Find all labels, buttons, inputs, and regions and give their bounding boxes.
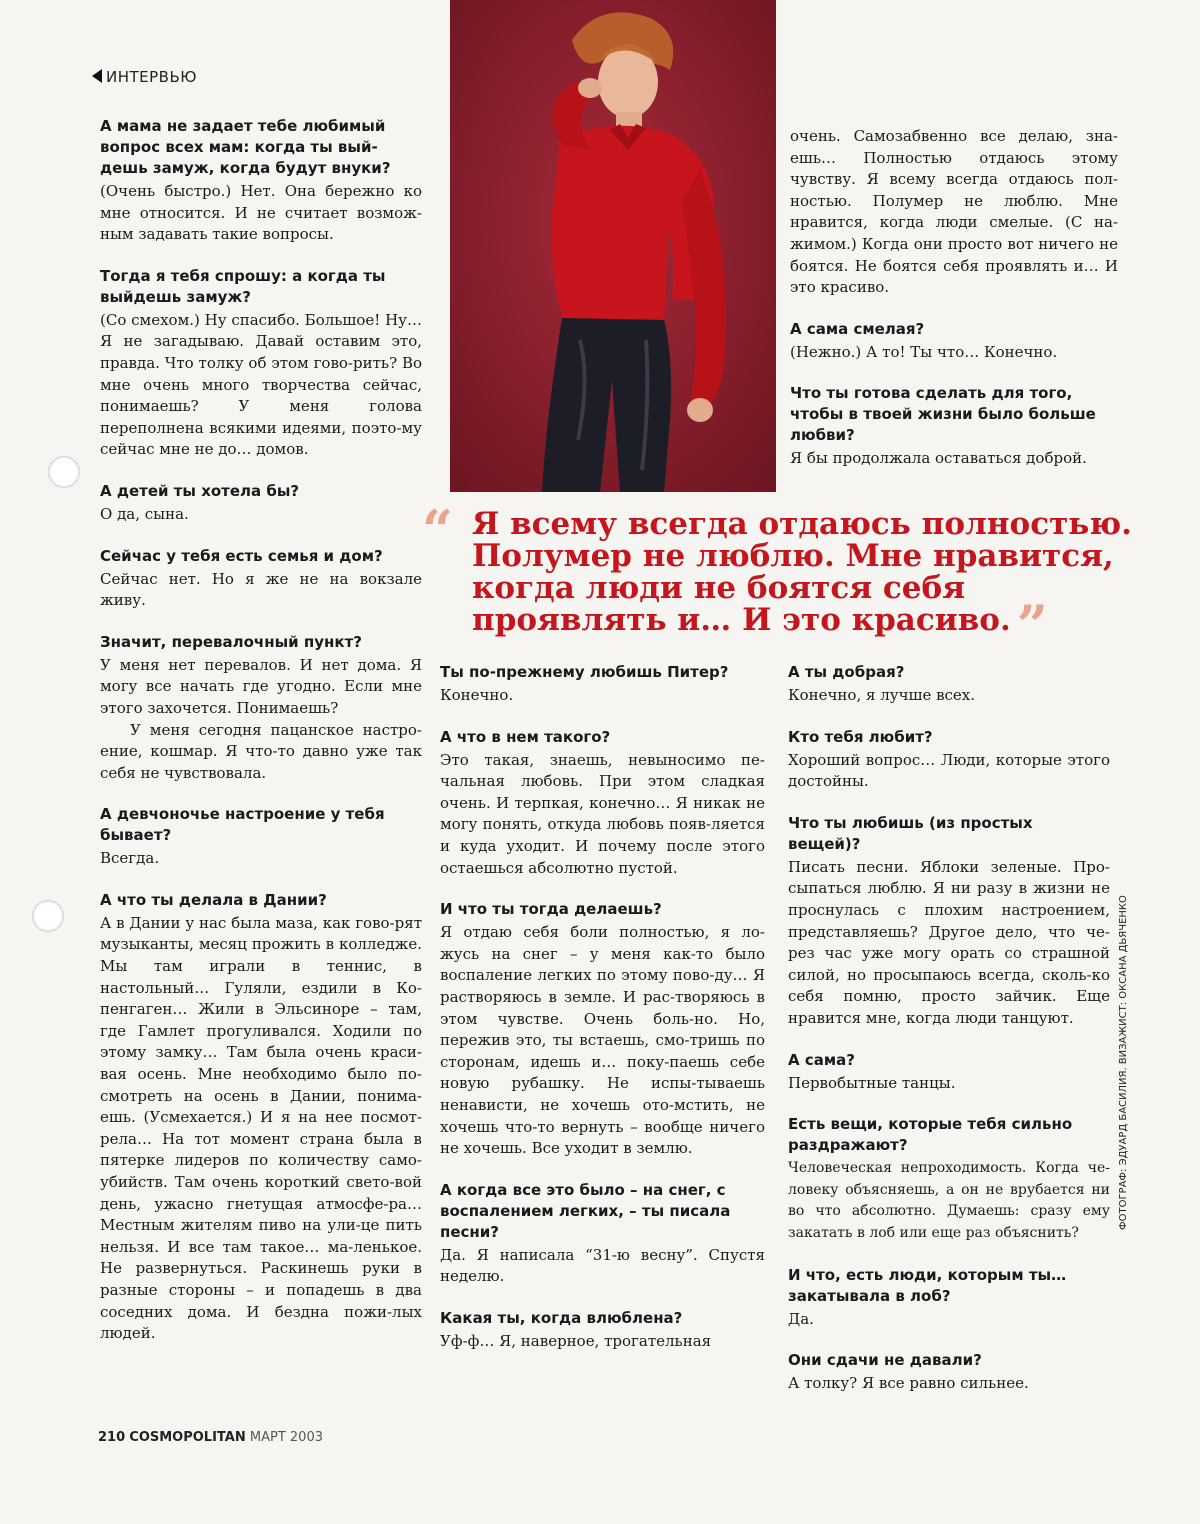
question: А девчоночье настроение у тебя бывает? <box>100 805 385 845</box>
question: А когда все это было – на снег, с воспалением легких, – ты писала песни? <box>440 1180 731 1241</box>
question: Тогда я тебя спрошу: а когда ты выйдешь замуж? <box>100 266 386 306</box>
answer: Всегда. <box>100 849 160 868</box>
question: А ты добрая? <box>788 663 905 681</box>
answer: А толку? Я все равно сильнее. <box>788 1374 1029 1393</box>
question: А сама? <box>788 1050 855 1069</box>
open-quote-mark: “ <box>422 498 454 562</box>
question: Что ты любишь (из простых вещей)? <box>788 813 1033 853</box>
answer: У меня нет перевалов. И нет дома. Я могу все начать где угодно. Если мне этого захочется. Понимаешь? <box>100 655 422 717</box>
question: И что ты тогда делаешь? <box>440 900 662 919</box>
portrait-photo <box>450 0 776 492</box>
page-number: 210 <box>98 1430 126 1445</box>
magazine-name: COSMOPOLITAN <box>129 1430 246 1445</box>
answer-continued: очень. Самозабвенно все делаю, зна-ешь… Полностью отдаюсь этому чувству. Я всему всегда отдаюсь пол-ностью. Полумер не люблю. Мне нравится, когда люди смелые. (С на-жимом.) Когда они просто вот ничего не боятся. Не боятся себя проявлять и… И это красиво. <box>790 127 1118 297</box>
question: Они сдачи не давали? <box>788 1351 982 1370</box>
pull-quote <box>422 498 1150 657</box>
question: А детей ты хотела бы? <box>100 481 300 500</box>
answer: Да. Я написала “31-ю весну”. Спустя неделю. <box>440 1245 765 1286</box>
question: Ты по-прежнему любишь Питер? <box>440 663 729 681</box>
answer: Человеческая непроходимость. Когда че-ловеку объясняешь, а он не врубается ни во что абсолютно. Думаешь: сразу ему закатать в лоб или еще раз объяснить? <box>788 1160 1110 1241</box>
section-label: ИНТЕРВЬЮ <box>92 68 197 86</box>
question: А что ты делала в Дании? <box>100 890 327 909</box>
answer: Писать песни. Яблоки зеленые. Про-сыпаться люблю. Я ни разу в жизни не проснулась с плохим настроением, представляешь? Другое дело, что че-рез час уже могу орать со страшной силой, но просыпаюсь всегда, сколь-ко себя помню, просто зайчик. Еще нравится мне, когда люди танцуют. <box>788 857 1110 1027</box>
page-footer <box>98 1430 323 1445</box>
answer: Конечно, я лучше всех. <box>788 686 976 704</box>
column-3 <box>788 662 1110 1415</box>
answer: (Нежно.) А то! Ты что… Конечно. <box>790 342 1058 361</box>
answer: Уф-ф… Я, наверное, трогательная <box>440 1331 712 1350</box>
close-quote-mark: ” <box>1016 593 1048 657</box>
answer-continued: У меня сегодня пацанское настро-ение, кошмар. Я что-то давно уже так себя не чувствовала. <box>100 720 422 782</box>
question: Что ты готова сделать для того, чтобы в твоей жизни было больше любви? <box>790 384 1096 445</box>
question: А что в нем такого? <box>440 727 611 746</box>
question: Есть вещи, которые тебя сильно раздражают? <box>788 1115 1073 1155</box>
binder-hole-bottom <box>32 900 64 932</box>
answer: Хороший вопрос… Люди, которые этого достойны. <box>788 750 1110 791</box>
answer: О да, сына. <box>100 504 189 523</box>
question: Значит, перевалочный пункт? <box>100 632 362 651</box>
answer: Да. <box>788 1309 814 1328</box>
answer: (Со смехом.) Ну спасибо. Большое! Ну… Я не загадываю. Давай оставим это, правда. Что толку об этом гово-рить? Во мне очень много творчества сейчас, понимаешь? У меня голова переполнена всякими идеями, поэто-му сейчас мне не до… домов. <box>100 310 422 459</box>
issue-date: МАРТ 2003 <box>249 1430 323 1445</box>
photo-credits: ФОТОГРАФ: ЭДУАРД БАСИЛИЯ. ВИЗАЖИСТ: ОКСАНА ДЬЯЧЕНКО <box>1118 895 1129 1230</box>
portrait-illustration <box>450 0 776 492</box>
answer: Я бы продолжала оставаться доброй. <box>790 449 1087 468</box>
answer: Это такая, знаешь, невыносимо пе-чальная любовь. При этом сладкая очень. И терпкая, конечно… Я никак не могу понять, откуда любовь появ-ляется и куда уходит. И почему после этого остаешься абсолютно пустой. <box>440 750 765 877</box>
question: Сейчас у тебя есть семья и дом? <box>100 546 383 565</box>
answer: Первобытные танцы. <box>788 1073 956 1092</box>
pull-quote-line: Полумер не люблю. Мне нравится, <box>472 538 1114 574</box>
answer: А в Дании у нас была маза, как гово-рят музыканты, месяц прожить в колледже. Мы там играли в теннис, в настольный… Гуляли, ездили в Ко-пенгаген… Жили в Эльсиноре – там, где Гамлет прогуливался. Ходили по этому замку… Там была очень краси-вая осень. Мне необходимо было по-смотреть на осень в Дании, понима-ешь. (Усмехается.) И я на нее посмот-рела… На тот момент страна была в пятерке лидеров по количеству само-убийств. Там очень короткий свето-вой день, ужасно гнетущая атмосфе-ра… Местным жителям пиво на ули-це пить нельзя. И все там такое… ма-ленькое. Не развернуться. Раскинешь руки в разные стороны – и попадешь в два соседних дома. И бездна пожи-лых людей. <box>100 913 422 1343</box>
pull-quote-line: проявлять и… И это красиво. ” <box>472 593 1048 657</box>
column-1 <box>100 116 422 1365</box>
column-2 <box>440 662 765 1372</box>
answer: Конечно. <box>440 686 514 704</box>
question: И что, есть люди, которым ты… закатывала в лоб? <box>788 1265 1067 1305</box>
question: Кто тебя любит? <box>788 727 933 746</box>
answer: (Очень быстро.) Нет. Она бережно ко мне относится. И не считает возмож-ным задавать такие вопросы. <box>100 182 422 244</box>
column-2-top <box>790 126 1118 490</box>
question: А мама не задает тебе любимый вопрос всех мам: когда ты вый-дешь замуж, когда будут внуки? <box>100 117 391 177</box>
section-arrow-icon <box>92 69 102 83</box>
binder-hole-top <box>48 456 80 488</box>
answer: Я отдаю себя боли полностью, я ло-жусь на снег – у меня как-то было воспаление легких по этому пово-ду… Я растворяюсь в земле. И рас-творяюсь в этом чувстве. Очень боль-но. Но, пережив это, ты встаешь, смо-тришь по сторонам, идешь и… поку-паешь себе новую рубашку. Не испы-тываешь ненависти, не хочешь ото-мстить, не хочешь что-то вернуть – вообще ничего не хочешь. Все уходит в землю. <box>440 923 765 1158</box>
answer: Сейчас нет. Но я же не на вокзале живу. <box>100 569 422 610</box>
pull-quote-line: когда люди не боятся себя <box>472 570 966 606</box>
question: А сама смелая? <box>790 319 925 338</box>
pull-quote-line: Я всему всегда отдаюсь полностью. <box>472 506 1132 542</box>
question: Какая ты, когда влюблена? <box>440 1308 683 1327</box>
